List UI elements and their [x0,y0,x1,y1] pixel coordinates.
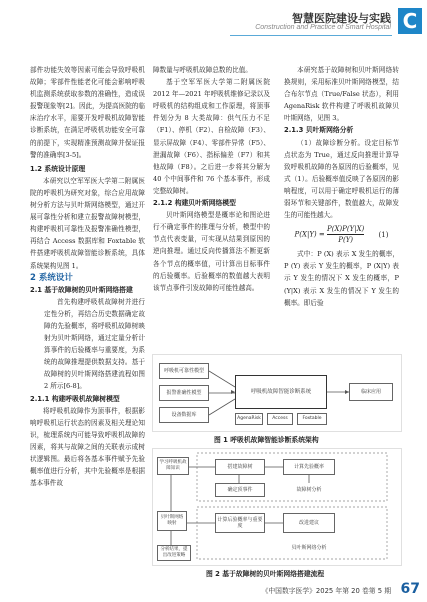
figure-2-caption: 图 2 基于故障树的贝叶斯网络搭建流程 [206,570,325,578]
fig2-box: 搭建故障树 [215,459,265,475]
section-heading: 2.1.1 构建呼吸机故障树模型 [30,394,120,403]
fig1-box: 报警准确性模型 [159,385,209,401]
fig2-box: 改进建议 [283,513,335,533]
fig1-box: 设备数据库 [159,407,209,423]
fig1-box: Access [267,413,293,425]
fig2-box: 分析结果，提出改进策略 [157,545,191,561]
equation-numerator: P(X)P(Y|X) [327,225,365,234]
paragraph: 本研究基于故障树和贝叶斯网络转换规则，采用标准贝叶斯网络模型，结合布尔节点（True/False 状态），利用 AgenaRisk 软件构建了呼吸机故障贝叶斯网络，见图 3。 [284,66,399,123]
journal-section-subtitle: Construction and Practice of Smart Hospital [255,24,391,31]
section-heading: 2.1.3 贝叶斯网络分析 [284,126,354,135]
fig2-box: 计算后验概率与重要度 [215,513,265,533]
paragraph: 基于空军军医大学第二附属医院 2012 年—2021 年呼吸机维修记录以及呼吸机的结构组成和工作原理，将顶事件划分为 8 大类故障：供气压力不足（F1）、停机（F2）、自检故障（F3）、显示屏故障（F4）、零部件异常（F5）、泄漏故障（F6）、指标偏差（F7）和其他故障（F8）。之后进一步将其分解为 40 个中间事件和 76 个基本事件，形成完整故障树。 [153,78,270,195]
paragraph: （1）故障诊断分析。设定目标节点状态为 True，通过反向推理计算导致呼吸机故障的各原因的后验概率，见式（1）。后验概率值反映了各原因的影响程度，可以用于确定呼吸机运行的薄弱环节和关键部件，数值越大，故障发生的可能性越大。 [284,138,399,220]
fig2-box: 确定顶事件 [215,483,265,497]
figure-1-caption: 图 1 呼吸机故障智能诊断系统架构 [214,436,319,444]
equation-lhs: P(X|Y) = [294,230,325,239]
equation-denominator: P(Y) [338,236,354,245]
figure-2 [152,448,402,566]
paragraph: 障数量与呼吸机故障总数的比值。 [153,66,252,74]
page-header [0,0,427,40]
page-number: 67 [400,581,420,597]
fig1-box: 呼吸机故障智能诊断系统 [235,375,327,409]
section-logo: C [398,8,422,34]
column-2 [153,64,270,294]
section-heading: 1.2 系统设计原理 [30,164,86,173]
equation-1 [284,224,399,245]
fig1-box: Foxtable [297,413,327,425]
section-heading: 2 系统设计 [30,272,73,283]
fig2-box: 故障树分析 [283,483,335,497]
journal-citation: 《中国数字医学》2025 年第 20 卷第 5 期 [261,587,391,595]
paragraph: 首先构建呼吸机故障树并进行定性分析，再结合历史数据确定故障的先验概率，将呼吸机故障树映射为贝叶斯网络，通过定量分析计算事件的后验概率与重要度，为系统的故障推理提供数据支持。基于故障树的贝叶斯网络搭建流程如图 2 所示[6-8]。 [44,297,145,391]
section-heading: 2.1.2 构建贝叶斯网络模型 [153,199,236,208]
paragraph: 式中：P (X) 表示 X 发生的概率，P (Y) 表示 Y 发生的概率，P (X|Y) 表示 Y 发生的情况下 X 发生的概率，P (Y|X) 表示 X 发生的情况下 Y 发生的概率。即后验 [284,250,399,307]
section-heading: 2.1 基于故障树的贝叶斯网络搭建 [30,285,133,294]
fig2-box: 贝叶斯网络分析 [283,541,335,555]
paragraph: 将呼吸机故障作为顶事件，根据影响呼吸机运行状态的因素及相关理论知识，梳理系统内可能导致呼吸机故障的因素，将其与故障之间的关联表示成树状逻辑图。最后将各基本事件赋予先验概率值进行分析，其中先验概率是根据基本事件故 [30,406,145,488]
fig1-arrows [153,355,401,431]
page-footer [0,578,427,602]
fig1-box: 呼吸机可靠性模型 [159,363,209,379]
paragraph: 本研究以空军军医大学第二附属医院的呼吸机为研究对象，综合应用故障树分析方法与贝叶斯网络模型，通过开展可靠性分析和建立报警故障树模型，构建呼吸机可靠性及报警准确性模型，再结合 Access 数据库和 Foxtable 软件搭建呼吸机故障智能诊断系统，具体系统架构见图 1。 [30,176,145,270]
paragraph: 部件功能失效等因素可能会导致呼吸机故障；零部件性能老化可能会影响呼吸机监测系统获取参数的准确性，造成误报警现象等[2]。因此，为提高医院的临床治疗水平，需要开发呼吸机故障智能诊断系统，在满足呼吸机功能安全可靠的前提下，实现精准预测故障并保证报警的准确率[3-5]。 [30,66,145,159]
fig1-box: 临床应用 [349,383,393,401]
header-rule [230,35,392,36]
column-3 [284,64,399,309]
fig2-box: 学习呼吸机故障知识 [157,457,189,475]
equation-number: (1) [378,230,389,239]
fig1-box: AgenaRisk [235,413,263,425]
paragraph: 贝叶斯网络模型是概率论和图论进行不确定事件的推理与分析，模型中的节点代表变量，可实现从结果到原因的逆向推理。通过反向传播算法不断更新各个节点的概率值，可计算出目标事件的后验概率。后验概率的数值越大表明该节点事件引发故障的可能性越高。 [153,211,270,292]
journal-section-title: 智慧医院建设与实践 [292,12,391,25]
fig2-box: 贝叶斯网络映射 [157,511,187,531]
figure-1 [152,354,402,432]
column-1 [30,64,145,489]
fig2-box: 计算先验概率 [283,459,335,475]
